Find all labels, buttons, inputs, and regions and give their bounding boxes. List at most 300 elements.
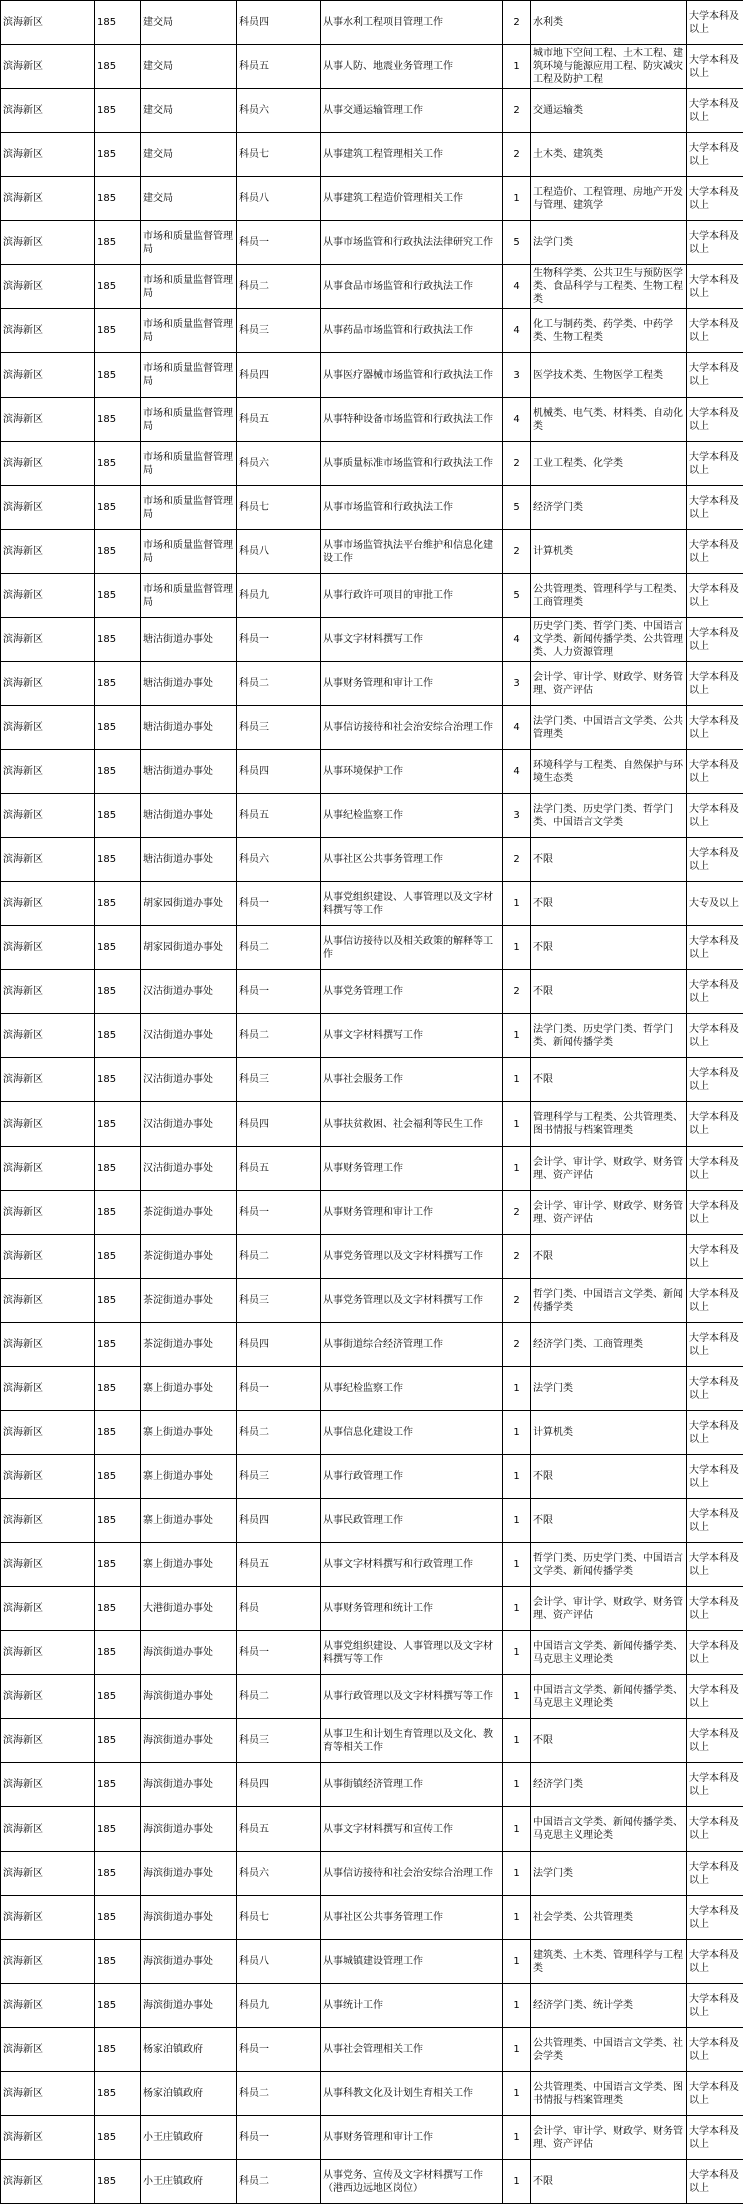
code-cell: 185: [95, 838, 141, 882]
department-cell: 塘沽街道办事处: [141, 750, 237, 794]
department-cell: 塘沽街道办事处: [141, 794, 237, 838]
department-cell: 建交局: [141, 177, 237, 221]
education-cell: 大学本科及以上: [687, 1499, 743, 1543]
table-row: [1, 45, 743, 89]
position-cell: 科员二: [237, 1411, 321, 1455]
position-cell: 科员七: [237, 1896, 321, 1940]
education-cell: 大学本科及以上: [687, 2072, 743, 2116]
department-cell: 海滨街道办事处: [141, 1940, 237, 1984]
table-row: [1, 442, 743, 486]
duty-cell: 从事特种设备市场监管和行政执法工作: [321, 398, 503, 442]
education-cell: 大学本科及以上: [687, 486, 743, 530]
major-cell: 公共管理类、管理科学与工程类、工商管理类: [531, 574, 687, 618]
major-cell: 不限: [531, 882, 687, 926]
education-cell: 大学本科及以上: [687, 1367, 743, 1411]
education-cell: 大学本科及以上: [687, 2028, 743, 2072]
table-row: [1, 970, 743, 1014]
education-cell: 大学本科及以上: [687, 1102, 743, 1147]
district-cell: 滨海新区: [1, 177, 95, 221]
position-cell: 科员六: [237, 838, 321, 882]
department-cell: 塘沽街道办事处: [141, 618, 237, 662]
education-cell: 大学本科及以上: [687, 574, 743, 618]
district-cell: 滨海新区: [1, 1014, 95, 1058]
code-cell: 185: [95, 398, 141, 442]
count-cell: 1: [503, 2028, 531, 2072]
duty-cell: 从事统计工作: [321, 1984, 503, 2028]
major-cell: 计算机类: [531, 530, 687, 574]
education-cell: 大学本科及以上: [687, 662, 743, 706]
table-row: [1, 133, 743, 177]
education-cell: 大学本科及以上: [687, 1587, 743, 1631]
count-cell: 4: [503, 265, 531, 309]
count-cell: 3: [503, 662, 531, 706]
department-cell: 市场和质量监督管理局: [141, 309, 237, 353]
table-row: [1, 1279, 743, 1323]
major-cell: 历史学门类、哲学门类、中国语言文学类、新闻传播学类、公共管理类、人力资源管理: [531, 618, 687, 662]
duty-cell: 从事信访接待和社会治安综合治理工作: [321, 1852, 503, 1896]
education-cell: 大学本科及以上: [687, 926, 743, 970]
job-table-body: [1, 1, 743, 2204]
code-cell: 185: [95, 1014, 141, 1058]
major-cell: 中国语言文学类、新闻传播学类、马克思主义理论类: [531, 1631, 687, 1675]
count-cell: 2: [503, 89, 531, 133]
position-cell: 科员五: [237, 1807, 321, 1852]
district-cell: 滨海新区: [1, 1102, 95, 1147]
department-cell: 茶淀街道办事处: [141, 1279, 237, 1323]
major-cell: 不限: [531, 970, 687, 1014]
department-cell: 茶淀街道办事处: [141, 1191, 237, 1235]
duty-cell: 从事文字材料撰写工作: [321, 618, 503, 662]
table-row: [1, 486, 743, 530]
table-row: [1, 1852, 743, 1896]
table-row: [1, 2160, 743, 2204]
major-cell: 会计学、审计学、财政学、财务管理、资产评估: [531, 2116, 687, 2160]
table-row: [1, 1543, 743, 1587]
education-cell: 大专及以上: [687, 882, 743, 926]
table-row: [1, 1807, 743, 1852]
code-cell: 185: [95, 2160, 141, 2204]
major-cell: 中国语言文学类、新闻传播学类、马克思主义理论类: [531, 1807, 687, 1852]
duty-cell: 从事信息化建设工作: [321, 1411, 503, 1455]
code-cell: 185: [95, 1147, 141, 1191]
department-cell: 市场和质量监督管理局: [141, 398, 237, 442]
major-cell: 法学门类、中国语言文学类、公共管理类: [531, 706, 687, 750]
district-cell: 滨海新区: [1, 1587, 95, 1631]
count-cell: 1: [503, 1014, 531, 1058]
duty-cell: 从事党组织建设、人事管理以及文字材料撰写等工作: [321, 882, 503, 926]
position-cell: 科员一: [237, 1191, 321, 1235]
position-cell: 科员二: [237, 662, 321, 706]
education-cell: 大学本科及以上: [687, 706, 743, 750]
table-row: [1, 706, 743, 750]
table-row: [1, 1587, 743, 1631]
department-cell: 市场和质量监督管理局: [141, 574, 237, 618]
duty-cell: 从事卫生和计划生育管理以及文化、教育等相关工作: [321, 1719, 503, 1763]
position-cell: 科员四: [237, 1763, 321, 1807]
major-cell: 不限: [531, 1499, 687, 1543]
department-cell: 寨上街道办事处: [141, 1543, 237, 1587]
position-cell: 科员五: [237, 794, 321, 838]
code-cell: 185: [95, 1896, 141, 1940]
code-cell: 185: [95, 177, 141, 221]
major-cell: 法学门类、历史学门类、哲学门类、中国语言文学类: [531, 794, 687, 838]
duty-cell: 从事交通运输管理工作: [321, 89, 503, 133]
major-cell: 中国语言文学类、新闻传播学类、马克思主义理论类: [531, 1675, 687, 1719]
code-cell: 185: [95, 574, 141, 618]
district-cell: 滨海新区: [1, 133, 95, 177]
table-row: [1, 1896, 743, 1940]
department-cell: 寨上街道办事处: [141, 1455, 237, 1499]
table-row: [1, 177, 743, 221]
department-cell: 市场和质量监督管理局: [141, 442, 237, 486]
education-cell: 大学本科及以上: [687, 1543, 743, 1587]
code-cell: 185: [95, 2072, 141, 2116]
major-cell: 工业工程类、化学类: [531, 442, 687, 486]
position-cell: 科员三: [237, 1455, 321, 1499]
education-cell: 大学本科及以上: [687, 1719, 743, 1763]
position-cell: 科员六: [237, 442, 321, 486]
count-cell: 5: [503, 486, 531, 530]
department-cell: 小王庄镇政府: [141, 2160, 237, 2204]
position-cell: 科员三: [237, 309, 321, 353]
education-cell: 大学本科及以上: [687, 750, 743, 794]
code-cell: 185: [95, 882, 141, 926]
code-cell: 185: [95, 1455, 141, 1499]
duty-cell: 从事街镇经济管理工作: [321, 1763, 503, 1807]
position-cell: 科员三: [237, 706, 321, 750]
district-cell: 滨海新区: [1, 530, 95, 574]
district-cell: 滨海新区: [1, 1323, 95, 1367]
table-row: [1, 1367, 743, 1411]
major-cell: 社会学类、公共管理类: [531, 1896, 687, 1940]
department-cell: 市场和质量监督管理局: [141, 530, 237, 574]
duty-cell: 从事食品市场监管和行政执法工作: [321, 265, 503, 309]
education-cell: 大学本科及以上: [687, 2116, 743, 2160]
education-cell: 大学本科及以上: [687, 618, 743, 662]
education-cell: 大学本科及以上: [687, 309, 743, 353]
position-cell: 科员四: [237, 353, 321, 398]
duty-cell: 从事党务管理以及文字材料撰写工作: [321, 1279, 503, 1323]
duty-cell: 从事文字材料撰写工作: [321, 1014, 503, 1058]
district-cell: 滨海新区: [1, 794, 95, 838]
code-cell: 185: [95, 309, 141, 353]
major-cell: 法学门类、历史学门类、哲学门类、新闻传播学类: [531, 1014, 687, 1058]
position-cell: 科员四: [237, 1102, 321, 1147]
duty-cell: 从事财务管理和审计工作: [321, 1191, 503, 1235]
table-row: [1, 1235, 743, 1279]
education-cell: 大学本科及以上: [687, 1411, 743, 1455]
duty-cell: 从事财务管理和统计工作: [321, 1587, 503, 1631]
department-cell: 建交局: [141, 45, 237, 89]
duty-cell: 从事行政管理以及文字材料撰写等工作: [321, 1675, 503, 1719]
education-cell: 大学本科及以上: [687, 1279, 743, 1323]
table-row: [1, 221, 743, 265]
education-cell: 大学本科及以上: [687, 1, 743, 45]
position-cell: 科员四: [237, 750, 321, 794]
code-cell: 185: [95, 750, 141, 794]
district-cell: 滨海新区: [1, 1, 95, 45]
position-cell: 科员七: [237, 133, 321, 177]
education-cell: 大学本科及以上: [687, 794, 743, 838]
education-cell: 大学本科及以上: [687, 1235, 743, 1279]
duty-cell: 从事党组织建设、人事管理以及文字材料撰写等工作: [321, 1631, 503, 1675]
count-cell: 1: [503, 1367, 531, 1411]
position-cell: 科员八: [237, 1940, 321, 1984]
table-row: [1, 574, 743, 618]
position-cell: 科员二: [237, 1014, 321, 1058]
major-cell: 法学门类: [531, 221, 687, 265]
position-cell: 科员三: [237, 1279, 321, 1323]
major-cell: 化工与制药类、药学类、中药学类、生物工程类: [531, 309, 687, 353]
education-cell: 大学本科及以上: [687, 353, 743, 398]
department-cell: 汉沽街道办事处: [141, 970, 237, 1014]
code-cell: 185: [95, 530, 141, 574]
department-cell: 海滨街道办事处: [141, 1896, 237, 1940]
position-cell: 科员二: [237, 926, 321, 970]
major-cell: 法学门类: [531, 1852, 687, 1896]
district-cell: 滨海新区: [1, 2072, 95, 2116]
count-cell: 1: [503, 1675, 531, 1719]
department-cell: 胡家园街道办事处: [141, 926, 237, 970]
position-cell: 科员二: [237, 1235, 321, 1279]
code-cell: 185: [95, 486, 141, 530]
district-cell: 滨海新区: [1, 574, 95, 618]
count-cell: 2: [503, 970, 531, 1014]
count-cell: 1: [503, 1102, 531, 1147]
district-cell: 滨海新区: [1, 1279, 95, 1323]
major-cell: 生物科学类、公共卫生与预防医学类、食品科学与工程类、生物工程类: [531, 265, 687, 309]
department-cell: 小王庄镇政府: [141, 2116, 237, 2160]
major-cell: 法学门类: [531, 1367, 687, 1411]
count-cell: 1: [503, 1719, 531, 1763]
position-cell: 科员五: [237, 45, 321, 89]
major-cell: 工程造价、工程管理、房地产开发与管理、建筑学: [531, 177, 687, 221]
position-cell: 科员六: [237, 89, 321, 133]
department-cell: 海滨街道办事处: [141, 1852, 237, 1896]
department-cell: 海滨街道办事处: [141, 1807, 237, 1852]
count-cell: 1: [503, 1058, 531, 1102]
major-cell: 会计学、审计学、财政学、财务管理、资产评估: [531, 662, 687, 706]
code-cell: 185: [95, 442, 141, 486]
major-cell: 经济学门类、统计学类: [531, 1984, 687, 2028]
duty-cell: 从事行政许可项目的审批工作: [321, 574, 503, 618]
major-cell: 水利类: [531, 1, 687, 45]
district-cell: 滨海新区: [1, 1411, 95, 1455]
table-row: [1, 1455, 743, 1499]
code-cell: 185: [95, 1675, 141, 1719]
code-cell: 185: [95, 926, 141, 970]
department-cell: 汉沽街道办事处: [141, 1058, 237, 1102]
code-cell: 185: [95, 1323, 141, 1367]
duty-cell: 从事社会服务工作: [321, 1058, 503, 1102]
table-row: [1, 750, 743, 794]
department-cell: 市场和质量监督管理局: [141, 265, 237, 309]
major-cell: 哲学门类、历史学门类、中国语言文学类、新闻传播学类: [531, 1543, 687, 1587]
major-cell: 交通运输类: [531, 89, 687, 133]
duty-cell: 从事环境保护工作: [321, 750, 503, 794]
district-cell: 滨海新区: [1, 1235, 95, 1279]
count-cell: 2: [503, 530, 531, 574]
duty-cell: 从事建筑工程管理相关工作: [321, 133, 503, 177]
duty-cell: 从事文字材料撰写和行政管理工作: [321, 1543, 503, 1587]
code-cell: 185: [95, 1499, 141, 1543]
code-cell: 185: [95, 618, 141, 662]
code-cell: 185: [95, 1058, 141, 1102]
department-cell: 汉沽街道办事处: [141, 1147, 237, 1191]
position-cell: 科员一: [237, 618, 321, 662]
duty-cell: 从事民政管理工作: [321, 1499, 503, 1543]
district-cell: 滨海新区: [1, 926, 95, 970]
code-cell: 185: [95, 1411, 141, 1455]
position-cell: 科员六: [237, 1852, 321, 1896]
major-cell: 会计学、审计学、财政学、财务管理、资产评估: [531, 1191, 687, 1235]
code-cell: 185: [95, 1940, 141, 1984]
position-cell: 科员一: [237, 1367, 321, 1411]
major-cell: 医学技术类、生物医学工程类: [531, 353, 687, 398]
major-cell: 会计学、审计学、财政学、财务管理、资产评估: [531, 1587, 687, 1631]
count-cell: 1: [503, 1631, 531, 1675]
code-cell: 185: [95, 1279, 141, 1323]
district-cell: 滨海新区: [1, 1543, 95, 1587]
department-cell: 市场和质量监督管理局: [141, 353, 237, 398]
duty-cell: 从事文字材料撰写和宣传工作: [321, 1807, 503, 1852]
position-cell: 科员三: [237, 1058, 321, 1102]
duty-cell: 从事市场监管和行政执法法律研究工作: [321, 221, 503, 265]
district-cell: 滨海新区: [1, 221, 95, 265]
education-cell: 大学本科及以上: [687, 970, 743, 1014]
major-cell: 不限: [531, 1719, 687, 1763]
district-cell: 滨海新区: [1, 398, 95, 442]
table-row: [1, 1763, 743, 1807]
code-cell: 185: [95, 1102, 141, 1147]
department-cell: 建交局: [141, 89, 237, 133]
district-cell: 滨海新区: [1, 750, 95, 794]
district-cell: 滨海新区: [1, 1852, 95, 1896]
duty-cell: 从事财务管理和审计工作: [321, 2116, 503, 2160]
department-cell: 茶淀街道办事处: [141, 1235, 237, 1279]
education-cell: 大学本科及以上: [687, 133, 743, 177]
major-cell: 公共管理类、中国语言文学类、图书情报与档案管理类: [531, 2072, 687, 2116]
position-cell: 科员一: [237, 1631, 321, 1675]
code-cell: 185: [95, 2028, 141, 2072]
table-row: [1, 838, 743, 882]
education-cell: 大学本科及以上: [687, 1807, 743, 1852]
duty-cell: 从事街道综合经济管理工作: [321, 1323, 503, 1367]
education-cell: 大学本科及以上: [687, 1852, 743, 1896]
position-cell: 科员一: [237, 970, 321, 1014]
position-cell: 科员二: [237, 2072, 321, 2116]
major-cell: 计算机类: [531, 1411, 687, 1455]
department-cell: 寨上街道办事处: [141, 1367, 237, 1411]
table-row: [1, 2116, 743, 2160]
code-cell: 185: [95, 1235, 141, 1279]
department-cell: 杨家泊镇政府: [141, 2072, 237, 2116]
count-cell: 3: [503, 353, 531, 398]
major-cell: 建筑类、土木类、管理科学与工程类: [531, 1940, 687, 1984]
position-cell: 科员九: [237, 1984, 321, 2028]
count-cell: 1: [503, 926, 531, 970]
count-cell: 2: [503, 442, 531, 486]
table-row: [1, 1940, 743, 1984]
duty-cell: 从事党务管理工作: [321, 970, 503, 1014]
major-cell: 不限: [531, 838, 687, 882]
code-cell: 185: [95, 1763, 141, 1807]
duty-cell: 从事药品市场监管和行政执法工作: [321, 309, 503, 353]
table-row: [1, 1323, 743, 1367]
table-row: [1, 1102, 743, 1147]
count-cell: 1: [503, 1807, 531, 1852]
position-cell: 科员三: [237, 1719, 321, 1763]
major-cell: 管理科学与工程类、公共管理类、图书情报与档案管理类: [531, 1102, 687, 1147]
code-cell: 185: [95, 265, 141, 309]
count-cell: 5: [503, 221, 531, 265]
position-cell: 科员五: [237, 1543, 321, 1587]
count-cell: 4: [503, 706, 531, 750]
table-row: [1, 926, 743, 970]
major-cell: 不限: [531, 2160, 687, 2204]
duty-cell: 从事信访接待以及相关政策的解释等工作: [321, 926, 503, 970]
education-cell: 大学本科及以上: [687, 1763, 743, 1807]
duty-cell: 从事城镇建设管理工作: [321, 1940, 503, 1984]
position-cell: 科员二: [237, 2160, 321, 2204]
count-cell: 2: [503, 1323, 531, 1367]
position-cell: 科员一: [237, 2116, 321, 2160]
position-cell: 科员二: [237, 1675, 321, 1719]
education-cell: 大学本科及以上: [687, 1940, 743, 1984]
education-cell: 大学本科及以上: [687, 1058, 743, 1102]
education-cell: 大学本科及以上: [687, 265, 743, 309]
position-cell: 科员一: [237, 2028, 321, 2072]
education-cell: 大学本科及以上: [687, 45, 743, 89]
table-row: [1, 89, 743, 133]
department-cell: 海滨街道办事处: [141, 1719, 237, 1763]
district-cell: 滨海新区: [1, 89, 95, 133]
code-cell: 185: [95, 89, 141, 133]
district-cell: 滨海新区: [1, 353, 95, 398]
code-cell: 185: [95, 1367, 141, 1411]
position-cell: 科员四: [237, 1323, 321, 1367]
table-row: [1, 1014, 743, 1058]
department-cell: 汉沽街道办事处: [141, 1102, 237, 1147]
district-cell: 滨海新区: [1, 1499, 95, 1543]
count-cell: 2: [503, 133, 531, 177]
count-cell: 1: [503, 1852, 531, 1896]
count-cell: 1: [503, 1455, 531, 1499]
district-cell: 滨海新区: [1, 662, 95, 706]
duty-cell: 从事医疗器械市场监管和行政执法工作: [321, 353, 503, 398]
table-row: [1, 662, 743, 706]
district-cell: 滨海新区: [1, 1763, 95, 1807]
education-cell: 大学本科及以上: [687, 2160, 743, 2204]
duty-cell: 从事党务管理以及文字材料撰写工作: [321, 1235, 503, 1279]
count-cell: 1: [503, 2116, 531, 2160]
district-cell: 滨海新区: [1, 486, 95, 530]
district-cell: 滨海新区: [1, 882, 95, 926]
table-row: [1, 1, 743, 45]
major-cell: 经济学门类: [531, 486, 687, 530]
education-cell: 大学本科及以上: [687, 1675, 743, 1719]
position-cell: 科员八: [237, 530, 321, 574]
district-cell: 滨海新区: [1, 2028, 95, 2072]
position-cell: 科员五: [237, 398, 321, 442]
table-row: [1, 1499, 743, 1543]
district-cell: 滨海新区: [1, 838, 95, 882]
code-cell: 185: [95, 706, 141, 750]
position-cell: 科员五: [237, 1147, 321, 1191]
district-cell: 滨海新区: [1, 309, 95, 353]
code-cell: 185: [95, 1807, 141, 1852]
code-cell: 185: [95, 133, 141, 177]
